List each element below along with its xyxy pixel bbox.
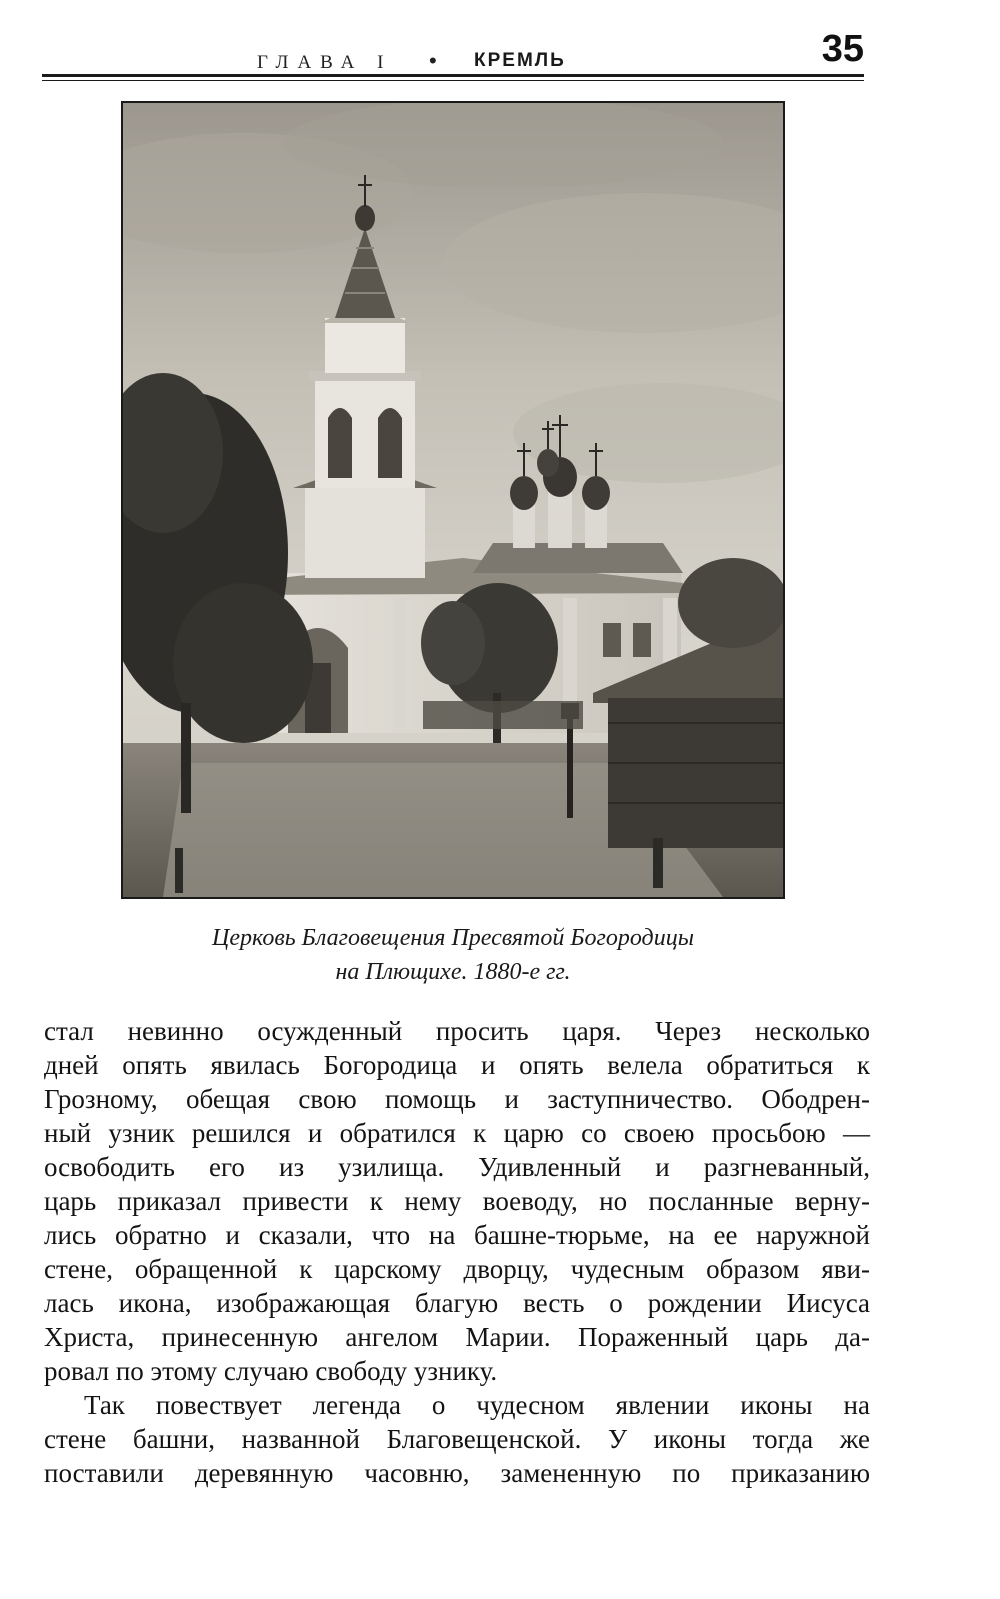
header-bullet: •: [429, 48, 437, 73]
header-rule: [42, 74, 864, 77]
wooden-house: [608, 698, 783, 848]
text-line: дней опять явилась Богородица и опять велела обратиться к: [44, 1050, 870, 1080]
text-line: стене, обращенной к царскому дворцу, чудесным образом яви-: [44, 1254, 870, 1284]
text-line: царь приказал привести к нему воеводу, но посланные верну-: [44, 1186, 870, 1216]
chapter-label: ГЛАВА I: [257, 52, 393, 73]
paragraph-first-line: Так повествует легенда о чудесном явлении иконы на: [84, 1390, 870, 1420]
text-line: стене башни, названной Благовещенской. У иконы тогда же: [44, 1424, 870, 1454]
text-line: освободить его из узилища. Удивленный и разгневанный,: [44, 1152, 870, 1182]
bell-tower: [305, 483, 425, 578]
body-text: [44, 1014, 870, 1490]
running-header: [42, 28, 864, 84]
text-line: лись обратно и сказали, что на башне-тюрьме, на ее наружной: [44, 1220, 870, 1250]
text-line: лась икона, изображающая благую весть о рождении Иисуса: [44, 1288, 870, 1318]
text-line: ровал по этому случаю свободу узнику.: [44, 1356, 498, 1386]
caption-line: Церковь Благовещения Пресвятой Богородицы: [212, 925, 694, 951]
header-rule-thin: [42, 80, 864, 81]
text-line: поставили деревянную часовню, замененную по приказанию: [44, 1458, 870, 1488]
caption-line: на Плющихе. 1880-е гг.: [335, 959, 571, 985]
text-line: Грозному, обещая свою помощь и заступничество. Ободрен-: [44, 1084, 870, 1114]
text-line: Христа, принесенную ангелом Марии. Пораженный царь да-: [44, 1322, 870, 1352]
figure-caption: [120, 921, 786, 989]
text-line: ный узник решился и обратился к царю со своею просьбою —: [44, 1118, 870, 1148]
church-photograph: [121, 101, 785, 899]
page-number: 35: [821, 28, 864, 70]
photo-illustration: [123, 103, 783, 897]
section-title: КРЕМЛЬ: [474, 50, 566, 71]
text-line: стал невинно осужденный просить царя. Через несколько: [44, 1016, 870, 1046]
